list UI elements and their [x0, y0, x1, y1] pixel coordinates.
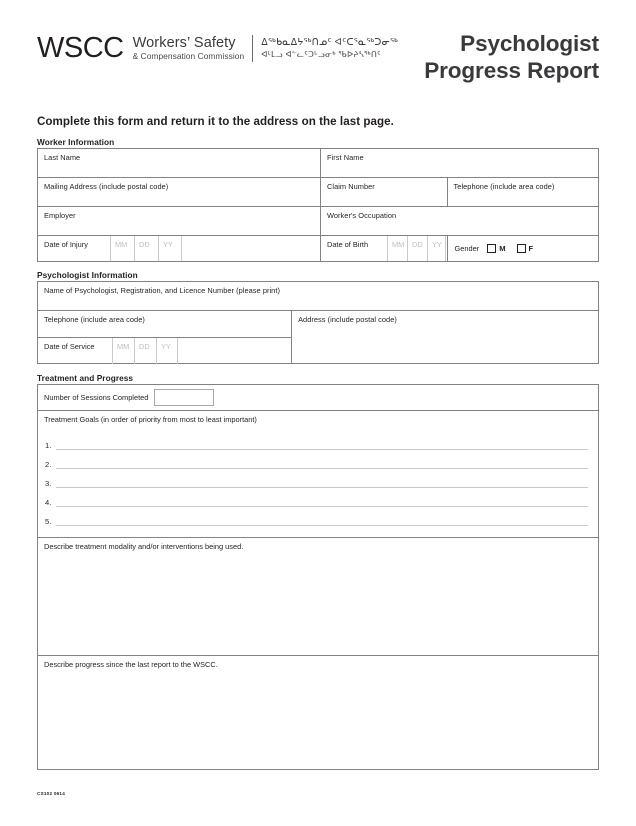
worker-row-names: [38, 149, 598, 178]
date-of-service-dd[interactable]: DD: [134, 338, 156, 364]
date-of-injury-group: [38, 236, 320, 248]
wscc-logo-inuktitut-line1: ᐃᖅᑲᓇᐃᔭᖅᑎᓄᑦ ᐊᑦᑕᕐᓇᖅᑐᓂᖅ: [261, 36, 399, 48]
treatment-goal-input[interactable]: [56, 524, 588, 526]
field-progress-description-label: Describe progress since the last report to the WSCC.: [44, 660, 218, 669]
document-title-line2: Progress Report: [424, 58, 599, 84]
field-progress-description[interactable]: [38, 656, 598, 771]
treatment-row-progress: [38, 656, 598, 771]
wscc-logo-inuktitut-line2: ᐊᒻᒪᓗ ᐊᓪᓚᑦᑐᒡᓗᓂᒃ ᖃᐅᔨᓴᖅᑎᑦ: [261, 50, 381, 60]
field-first-name-label: First Name: [326, 153, 364, 162]
psychologist-left-column: [38, 311, 292, 364]
treatment-goal-input[interactable]: [56, 467, 588, 469]
field-psychologist-telephone-label: Telephone (include area code): [44, 315, 145, 324]
psychologist-row-contact: [38, 311, 598, 364]
field-last-name[interactable]: [38, 149, 321, 177]
date-of-injury-parts: [110, 236, 182, 261]
treatment-goal-number: 3.: [45, 478, 52, 488]
field-date-of-birth[interactable]: [321, 236, 448, 261]
treatment-goals-block: [38, 411, 598, 537]
treatment-goal-number: 2.: [45, 459, 52, 469]
field-telephone-label: Telephone (include area code): [453, 182, 555, 191]
field-date-of-injury[interactable]: [38, 236, 321, 261]
treatment-row-sessions: [38, 385, 598, 411]
date-of-birth-dd[interactable]: DD: [407, 236, 427, 261]
field-mailing-address-label: Mailing Address (include postal code): [44, 182, 169, 191]
form-code: CS102 0614: [37, 791, 66, 796]
checkbox-gender-male-label: M: [499, 244, 506, 253]
worker-row-contact: [38, 178, 598, 207]
date-of-injury-yy[interactable]: YY: [158, 236, 182, 261]
field-gender-label: Gender: [454, 244, 480, 253]
field-occupation-label: Worker's Occupation: [326, 211, 397, 220]
psychologist-information-box: [37, 281, 599, 364]
logo-divider: [252, 35, 253, 62]
field-sessions-completed: [38, 385, 598, 410]
document-title: [424, 30, 599, 85]
field-date-of-injury-label: Date of Injury: [44, 240, 88, 249]
field-treatment-modality-label: Describe treatment modality and/or interventions being used.: [44, 542, 244, 551]
sessions-completed-input[interactable]: [154, 389, 214, 406]
field-date-of-service[interactable]: [38, 338, 291, 364]
checkbox-gender-female-label: F: [528, 244, 534, 253]
field-treatment-modality[interactable]: [38, 538, 598, 655]
treatment-goal-row[interactable]: [38, 488, 598, 507]
treatment-goal-input[interactable]: [56, 448, 588, 450]
field-psychologist-name[interactable]: [38, 282, 598, 310]
treatment-and-progress-box: [37, 384, 599, 770]
field-psychologist-name-label: Name of Psychologist, Registration, and Licence Number (please print): [44, 286, 280, 295]
field-psychologist-telephone[interactable]: [38, 311, 291, 338]
treatment-goal-row[interactable]: [38, 431, 598, 450]
field-claim-number-label: Claim Number: [326, 182, 375, 191]
worker-information-box: [37, 148, 599, 262]
wscc-acronym: WSCC: [37, 32, 124, 64]
date-of-birth-mm[interactable]: MM: [387, 236, 407, 261]
page-header: [37, 30, 599, 85]
date-of-service-mm[interactable]: MM: [112, 338, 134, 364]
date-of-birth-group: [321, 236, 447, 248]
date-of-service-group: [38, 338, 291, 350]
date-of-service-parts: [112, 338, 178, 364]
checkbox-gender-male[interactable]: [487, 244, 496, 253]
date-of-birth-parts: [387, 236, 446, 261]
field-employer[interactable]: [38, 207, 321, 235]
treatment-goal-number: 5.: [45, 516, 52, 526]
field-employer-label: Employer: [44, 211, 76, 220]
wscc-logo: [37, 34, 398, 63]
treatment-goal-row[interactable]: [38, 450, 598, 469]
wscc-logo-line2: & Compensation Commission: [132, 51, 245, 61]
field-date-of-birth-label: Date of Birth: [326, 240, 369, 249]
treatment-goal-row[interactable]: [38, 469, 598, 488]
field-sessions-completed-label: Number of Sessions Completed: [44, 393, 149, 402]
checkbox-gender-female[interactable]: [517, 244, 526, 253]
worker-row-dates: [38, 236, 598, 261]
worker-row-employment: [38, 207, 598, 236]
field-mailing-address[interactable]: [38, 178, 321, 206]
field-psychologist-address[interactable]: [292, 311, 598, 364]
treatment-goal-input[interactable]: [56, 505, 588, 507]
field-first-name[interactable]: [321, 149, 598, 177]
field-last-name-label: Last Name: [44, 153, 81, 162]
treatment-goal-number: 1.: [45, 440, 52, 450]
wscc-logo-line1: Workers’ Safety: [132, 35, 236, 52]
field-gender: [448, 236, 598, 261]
date-of-injury-dd[interactable]: DD: [134, 236, 158, 261]
wscc-logo-inuktitut: [261, 37, 398, 61]
form-instruction: Complete this form and return it to the address on the last page.: [37, 115, 394, 128]
sessions-group: [38, 385, 598, 410]
section-label-treatment-and-progress: Treatment and Progress: [37, 373, 134, 383]
field-psychologist-address-label: Address (include postal code): [298, 315, 397, 324]
section-label-psychologist-information: Psychologist Information: [37, 270, 138, 280]
date-of-birth-yy[interactable]: YY: [427, 236, 446, 261]
field-telephone[interactable]: [448, 178, 598, 206]
date-of-injury-mm[interactable]: MM: [110, 236, 134, 261]
psychologist-row-name: [38, 282, 598, 311]
treatment-goal-row[interactable]: [38, 507, 598, 526]
treatment-goals-heading: Treatment Goals (in order of priority from most to least important): [44, 415, 257, 424]
treatment-goal-input[interactable]: [56, 486, 588, 488]
field-date-of-service-label: Date of Service: [44, 342, 95, 351]
gender-group: [448, 236, 598, 261]
document-title-line1: Psychologist: [460, 31, 599, 56]
treatment-goal-number: 4.: [45, 497, 52, 507]
field-occupation[interactable]: [321, 207, 598, 235]
section-label-worker-information: Worker Information: [37, 137, 115, 147]
date-of-service-yy[interactable]: YY: [156, 338, 178, 364]
treatment-row-modality: [38, 538, 598, 656]
treatment-row-goals: [38, 411, 598, 538]
field-claim-number[interactable]: [321, 178, 448, 206]
wscc-logo-english: [133, 35, 253, 61]
